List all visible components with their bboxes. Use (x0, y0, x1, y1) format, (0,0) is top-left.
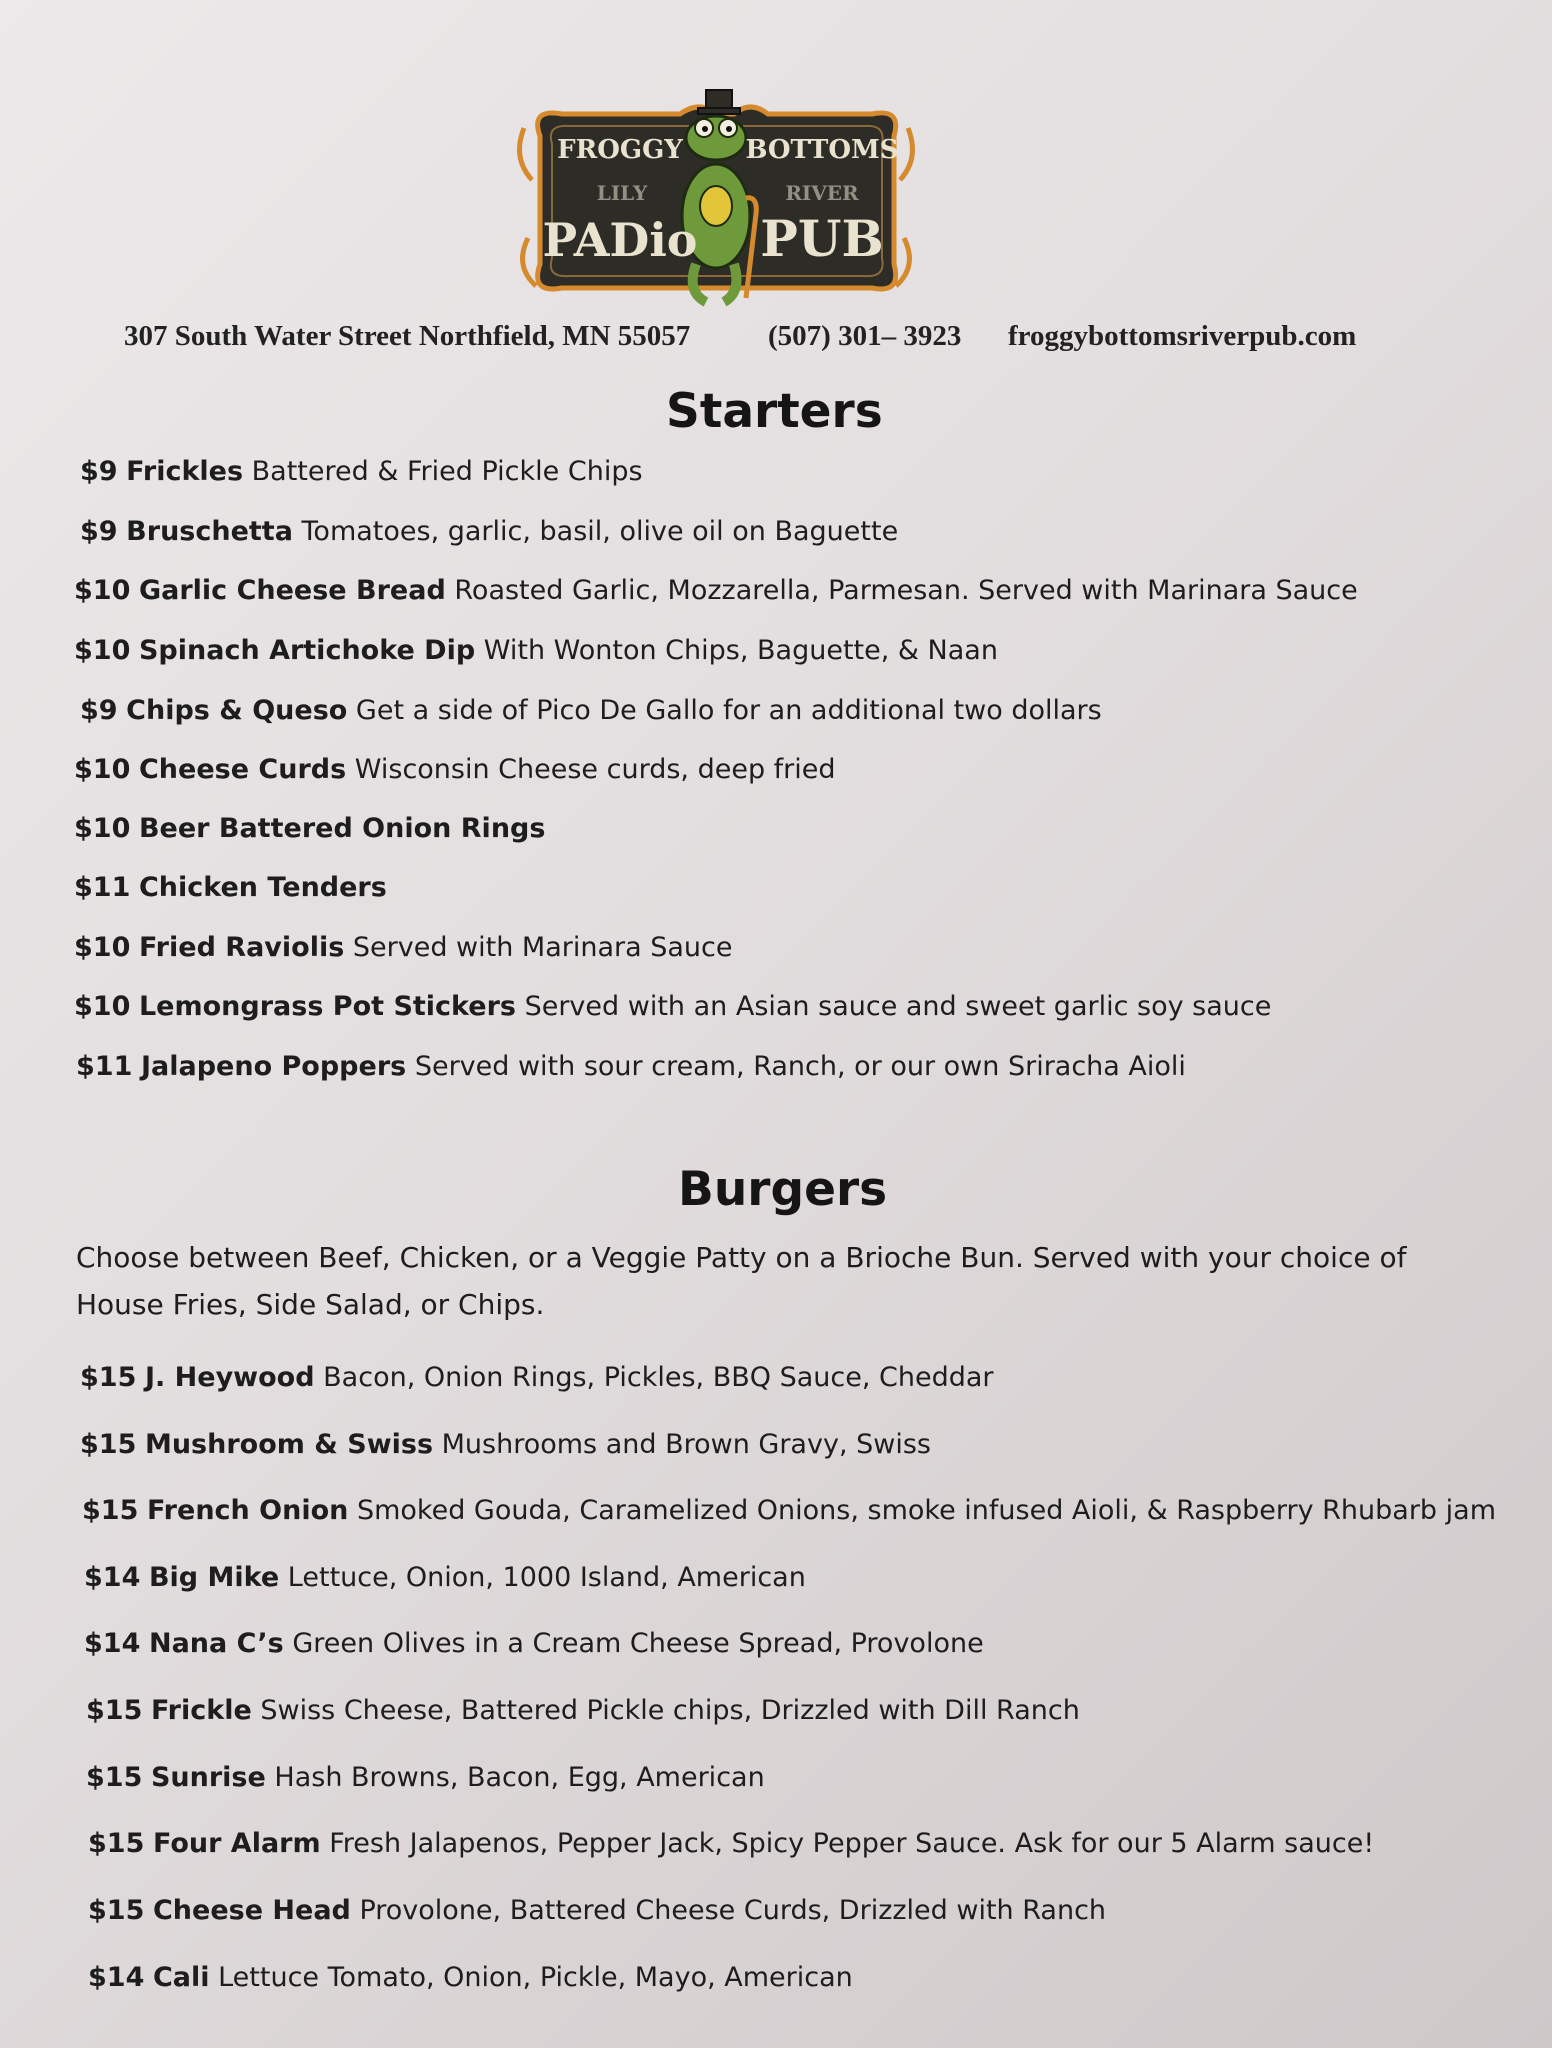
item-description: Swiss Cheese, Battered Pickle chips, Drizzled with Dill Ranch (260, 1695, 1080, 1726)
item-price: $11 (74, 872, 131, 903)
item-description: Served with Marinara Sauce (352, 932, 733, 963)
item-price: $15 (86, 1695, 143, 1726)
item-description: Bacon, Onion Rings, Pickles, BBQ Sauce, Cheddar (323, 1362, 994, 1393)
item-description: Served with sour cream, Ranch, or our own Sriracha Aioli (414, 1051, 1186, 1082)
address: 307 South Water Street Northfield, MN 55057 (124, 320, 691, 352)
item-description: Fresh Jalapenos, Pepper Jack, Spicy Pepper Sauce. Ask for our 5 Alarm sauce! (329, 1828, 1375, 1859)
item-price: $15 (88, 1828, 145, 1859)
starter-item (76, 1051, 1186, 1082)
pub-logo (510, 88, 922, 316)
starter-item (74, 575, 1358, 606)
logo-word-river: RIVER (785, 181, 859, 205)
logo-word-lily: LILY (596, 181, 648, 205)
item-description: Get a side of Pico De Gallo for an additional two dollars (355, 695, 1102, 726)
item-name: Beer Battered Onion Rings (138, 813, 546, 844)
item-description: Battered & Fried Pickle Chips (251, 456, 643, 487)
logo-word-froggy: FROGGY (557, 135, 683, 165)
item-description: Hash Browns, Bacon, Egg, American (274, 1762, 765, 1793)
item-description: Roasted Garlic, Mozzarella, Parmesan. Served with Marinara Sauce (454, 575, 1358, 606)
item-price: $10 (74, 635, 131, 666)
item-name: Frickle (150, 1695, 252, 1726)
item-description: Wisconsin Cheese curds, deep fried (354, 754, 836, 785)
item-price: $9 (80, 456, 118, 487)
item-price: $14 (84, 1562, 141, 1593)
website-link[interactable]: froggybottomsriverpub.com (1008, 320, 1357, 352)
item-description: Green Olives in a Cream Cheese Spread, Provolone (292, 1628, 984, 1659)
item-description: Served with an Asian sauce and sweet garlic soy sauce (524, 991, 1272, 1022)
item-price: $10 (74, 575, 131, 606)
logo-word-padio: PADio (542, 213, 698, 267)
item-price: $9 (80, 516, 118, 547)
item-price: $15 (80, 1362, 137, 1393)
item-price: $10 (74, 932, 131, 963)
starter-item (74, 754, 836, 785)
item-description: Smoked Gouda, Caramelized Onions, smoke infused Aioli, & Raspberry Rhubarb jam (356, 1495, 1497, 1526)
item-price: $14 (84, 1628, 141, 1659)
item-name: Bruschetta (126, 516, 293, 547)
item-name: Jalapeno Poppers (140, 1051, 407, 1082)
item-description: Mushrooms and Brown Gravy, Swiss (441, 1429, 931, 1460)
burger-item (88, 1895, 1106, 1926)
item-name: Fried Raviolis (138, 932, 345, 963)
item-name: J. Heywood (144, 1362, 315, 1393)
item-description: With Wonton Chips, Baguette, & Naan (483, 635, 998, 666)
item-price: $15 (86, 1762, 143, 1793)
item-description: Lettuce, Onion, 1000 Island, American (287, 1562, 806, 1593)
burger-item (88, 1962, 853, 1993)
item-name: Garlic Cheese Bread (138, 575, 446, 606)
item-price: $15 (80, 1429, 137, 1460)
item-name: Four Alarm (152, 1828, 321, 1859)
burgers-intro: Choose between Beef, Chicken, or a Veggie Patty on a Brioche Bun. Served with your choice of House Fries, Side Salad, or Chips. (76, 1241, 1407, 1321)
item-name: Chips & Queso (126, 695, 348, 726)
item-price: $10 (74, 754, 131, 785)
item-name: Cali (152, 1962, 210, 1993)
logo-word-bottoms: BOTTOMS (745, 135, 899, 165)
item-description: Provolone, Battered Cheese Curds, Drizzled with Ranch (359, 1895, 1107, 1926)
item-name: Sunrise (150, 1762, 266, 1793)
item-name: Cheese Curds (138, 754, 347, 785)
burgers-heading: Burgers (678, 1162, 888, 1217)
item-price: $11 (76, 1051, 133, 1082)
starter-item (74, 991, 1271, 1022)
starter-item (80, 695, 1102, 726)
burger-item (86, 1762, 765, 1793)
item-name: Frickles (126, 456, 244, 487)
item-name: Cheese Head (152, 1895, 351, 1926)
burger-item (84, 1628, 984, 1659)
item-price: $15 (88, 1895, 145, 1926)
item-description: Tomatoes, garlic, basil, olive oil on Baguette (301, 516, 899, 547)
starter-item (80, 516, 898, 547)
starter-item (74, 872, 387, 903)
item-price: $14 (88, 1962, 145, 1993)
burger-item (80, 1429, 931, 1460)
item-price: $15 (82, 1495, 139, 1526)
item-name: Lemongrass Pot Stickers (138, 991, 516, 1022)
phone-number: (507) 301– 3923 (768, 320, 962, 352)
item-name: Spinach Artichoke Dip (138, 635, 476, 666)
item-price: $10 (74, 991, 131, 1022)
starter-item (74, 813, 545, 844)
item-name: French Onion (146, 1495, 349, 1526)
item-price: $10 (74, 813, 131, 844)
starters-heading: Starters (666, 384, 883, 439)
item-name: Big Mike (148, 1562, 280, 1593)
item-price: $9 (80, 695, 118, 726)
burger-item (88, 1828, 1374, 1859)
logo-word-pub: PUB (760, 209, 884, 268)
starter-item (74, 932, 733, 963)
burger-item (84, 1562, 806, 1593)
starter-item (74, 635, 998, 666)
item-description: Lettuce Tomato, Onion, Pickle, Mayo, American (218, 1962, 853, 1993)
item-name: Chicken Tenders (138, 872, 387, 903)
burger-item (80, 1362, 994, 1393)
item-name: Nana C’s (148, 1628, 284, 1659)
burger-item (82, 1495, 1496, 1526)
item-name: Mushroom & Swiss (144, 1429, 434, 1460)
starter-item (80, 456, 643, 487)
burger-item (86, 1695, 1080, 1726)
